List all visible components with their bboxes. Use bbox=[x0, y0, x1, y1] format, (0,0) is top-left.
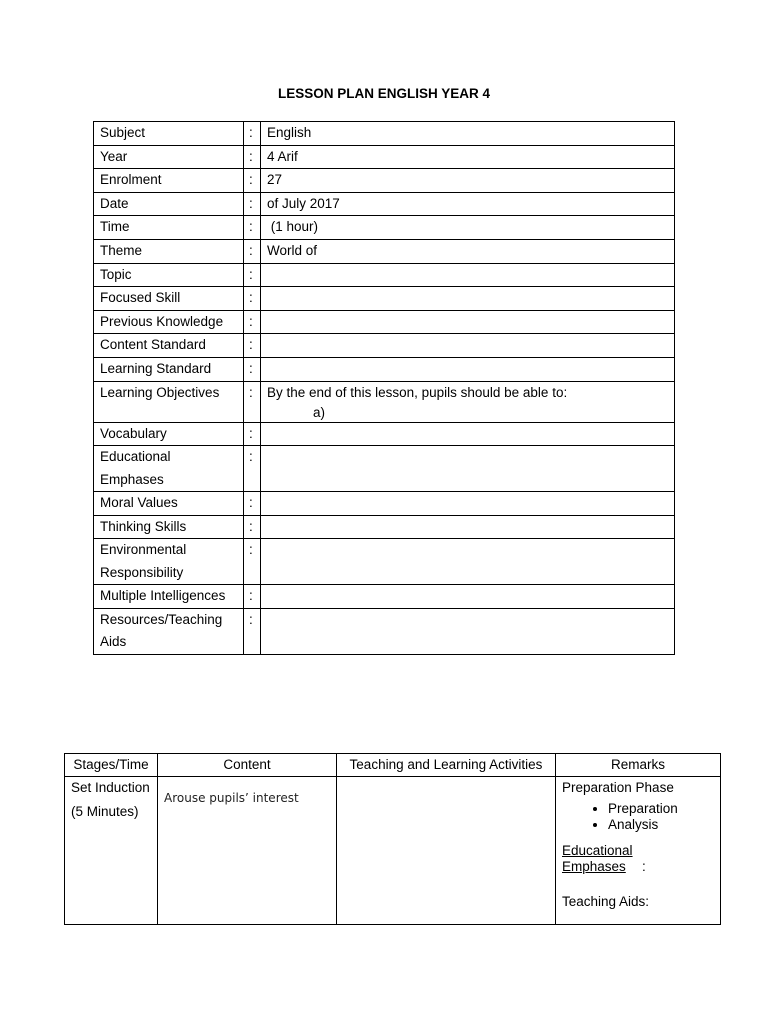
row-value-cell bbox=[261, 381, 675, 422]
header-remarks: Remarks bbox=[556, 754, 721, 777]
table-row bbox=[94, 310, 675, 334]
table-row bbox=[94, 169, 675, 193]
row-value bbox=[261, 515, 675, 539]
header-activities: Teaching and Learning Activities bbox=[337, 754, 556, 777]
table-row bbox=[94, 357, 675, 381]
row-separator: : bbox=[244, 608, 261, 654]
stage-duration: (5 Minutes) bbox=[71, 804, 139, 819]
table-row bbox=[94, 585, 675, 609]
row-label: Subject bbox=[94, 122, 244, 146]
row-value bbox=[261, 539, 675, 585]
table-row bbox=[94, 539, 675, 585]
row-separator: : bbox=[244, 192, 261, 216]
table-row bbox=[94, 446, 675, 492]
row-label: Year bbox=[94, 145, 244, 169]
table-row bbox=[94, 263, 675, 287]
list-item: • Analysis bbox=[608, 817, 714, 833]
row-value bbox=[261, 608, 675, 654]
row-value: World of bbox=[261, 239, 675, 263]
lesson-info-table bbox=[93, 121, 675, 655]
table-row bbox=[94, 145, 675, 169]
row-separator: : bbox=[244, 287, 261, 311]
row-label: Moral Values bbox=[94, 492, 244, 516]
row-label: Educational Emphases bbox=[94, 446, 244, 492]
row-value bbox=[261, 585, 675, 609]
table-row bbox=[94, 192, 675, 216]
row-label: Focused Skill bbox=[94, 287, 244, 311]
remarks-list bbox=[562, 801, 714, 833]
table-row bbox=[94, 608, 675, 654]
row-label: Time bbox=[94, 216, 244, 240]
table-row bbox=[94, 122, 675, 146]
row-separator: : bbox=[244, 357, 261, 381]
list-item: • Preparation bbox=[608, 801, 714, 817]
stage-name: Set Induction bbox=[71, 780, 150, 795]
teaching-aids-label: Teaching Aids: bbox=[562, 894, 650, 909]
objective-item: a) bbox=[313, 404, 326, 420]
table-row bbox=[94, 287, 675, 311]
row-label: Enrolment bbox=[94, 169, 244, 193]
stage-cell bbox=[65, 777, 158, 925]
row-label: Resources/Teaching Aids bbox=[94, 608, 244, 654]
row-label: Learning Objectives bbox=[94, 381, 244, 422]
table-row bbox=[94, 239, 675, 263]
row-label: Multiple Intelligences bbox=[94, 585, 244, 609]
educational-emphases-label bbox=[562, 843, 714, 875]
emphases-text: Educational Emphases bbox=[562, 843, 633, 874]
content-text: Arouse pupils’ interest bbox=[164, 791, 299, 805]
row-label: Learning Standard bbox=[94, 357, 244, 381]
row-value bbox=[261, 287, 675, 311]
row-separator: : bbox=[244, 446, 261, 492]
table-row bbox=[65, 777, 721, 925]
row-value: 27 bbox=[261, 169, 675, 193]
row-label: Vocabulary bbox=[94, 422, 244, 446]
row-label: Date bbox=[94, 192, 244, 216]
row-value: (1 hour) bbox=[261, 216, 675, 240]
table-row bbox=[94, 381, 675, 422]
table-row bbox=[94, 422, 675, 446]
row-label: Theme bbox=[94, 239, 244, 263]
row-value: 4 Arif bbox=[261, 145, 675, 169]
table-row bbox=[94, 216, 675, 240]
row-separator: : bbox=[244, 310, 261, 334]
row-value bbox=[261, 422, 675, 446]
row-separator: : bbox=[244, 334, 261, 358]
header-content: Content bbox=[158, 754, 337, 777]
row-separator: : bbox=[244, 585, 261, 609]
row-label: Content Standard bbox=[94, 334, 244, 358]
table-header-row bbox=[65, 754, 721, 777]
emphases-colon: : bbox=[642, 859, 646, 874]
row-separator: : bbox=[244, 145, 261, 169]
row-separator: : bbox=[244, 422, 261, 446]
row-label: Previous Knowledge bbox=[94, 310, 244, 334]
row-separator: : bbox=[244, 539, 261, 585]
row-value bbox=[261, 334, 675, 358]
row-separator: : bbox=[244, 381, 261, 422]
row-label: Thinking Skills bbox=[94, 515, 244, 539]
row-label: Environmental Responsibility bbox=[94, 539, 244, 585]
row-separator: : bbox=[244, 169, 261, 193]
row-separator: : bbox=[244, 492, 261, 516]
row-separator: : bbox=[244, 263, 261, 287]
row-separator: : bbox=[244, 216, 261, 240]
header-stages-time: Stages/Time bbox=[65, 754, 158, 777]
remarks-cell bbox=[556, 777, 721, 925]
row-separator: : bbox=[244, 239, 261, 263]
row-label: Topic bbox=[94, 263, 244, 287]
remarks-title: Preparation Phase bbox=[562, 780, 674, 795]
row-value: English bbox=[261, 122, 675, 146]
row-value bbox=[261, 310, 675, 334]
table-row bbox=[94, 334, 675, 358]
row-value bbox=[261, 446, 675, 492]
row-separator: : bbox=[244, 515, 261, 539]
objectives-intro: By the end of this lesson, pupils should be able to: bbox=[267, 384, 568, 400]
stages-table bbox=[64, 753, 721, 925]
table-row bbox=[94, 515, 675, 539]
table-row bbox=[94, 492, 675, 516]
row-value: of July 2017 bbox=[261, 192, 675, 216]
row-value bbox=[261, 357, 675, 381]
document-title: LESSON PLAN ENGLISH YEAR 4 bbox=[277, 86, 491, 101]
row-value bbox=[261, 492, 675, 516]
activities-cell bbox=[337, 777, 556, 925]
row-separator: : bbox=[244, 122, 261, 146]
content-cell bbox=[158, 777, 337, 925]
row-value bbox=[261, 263, 675, 287]
